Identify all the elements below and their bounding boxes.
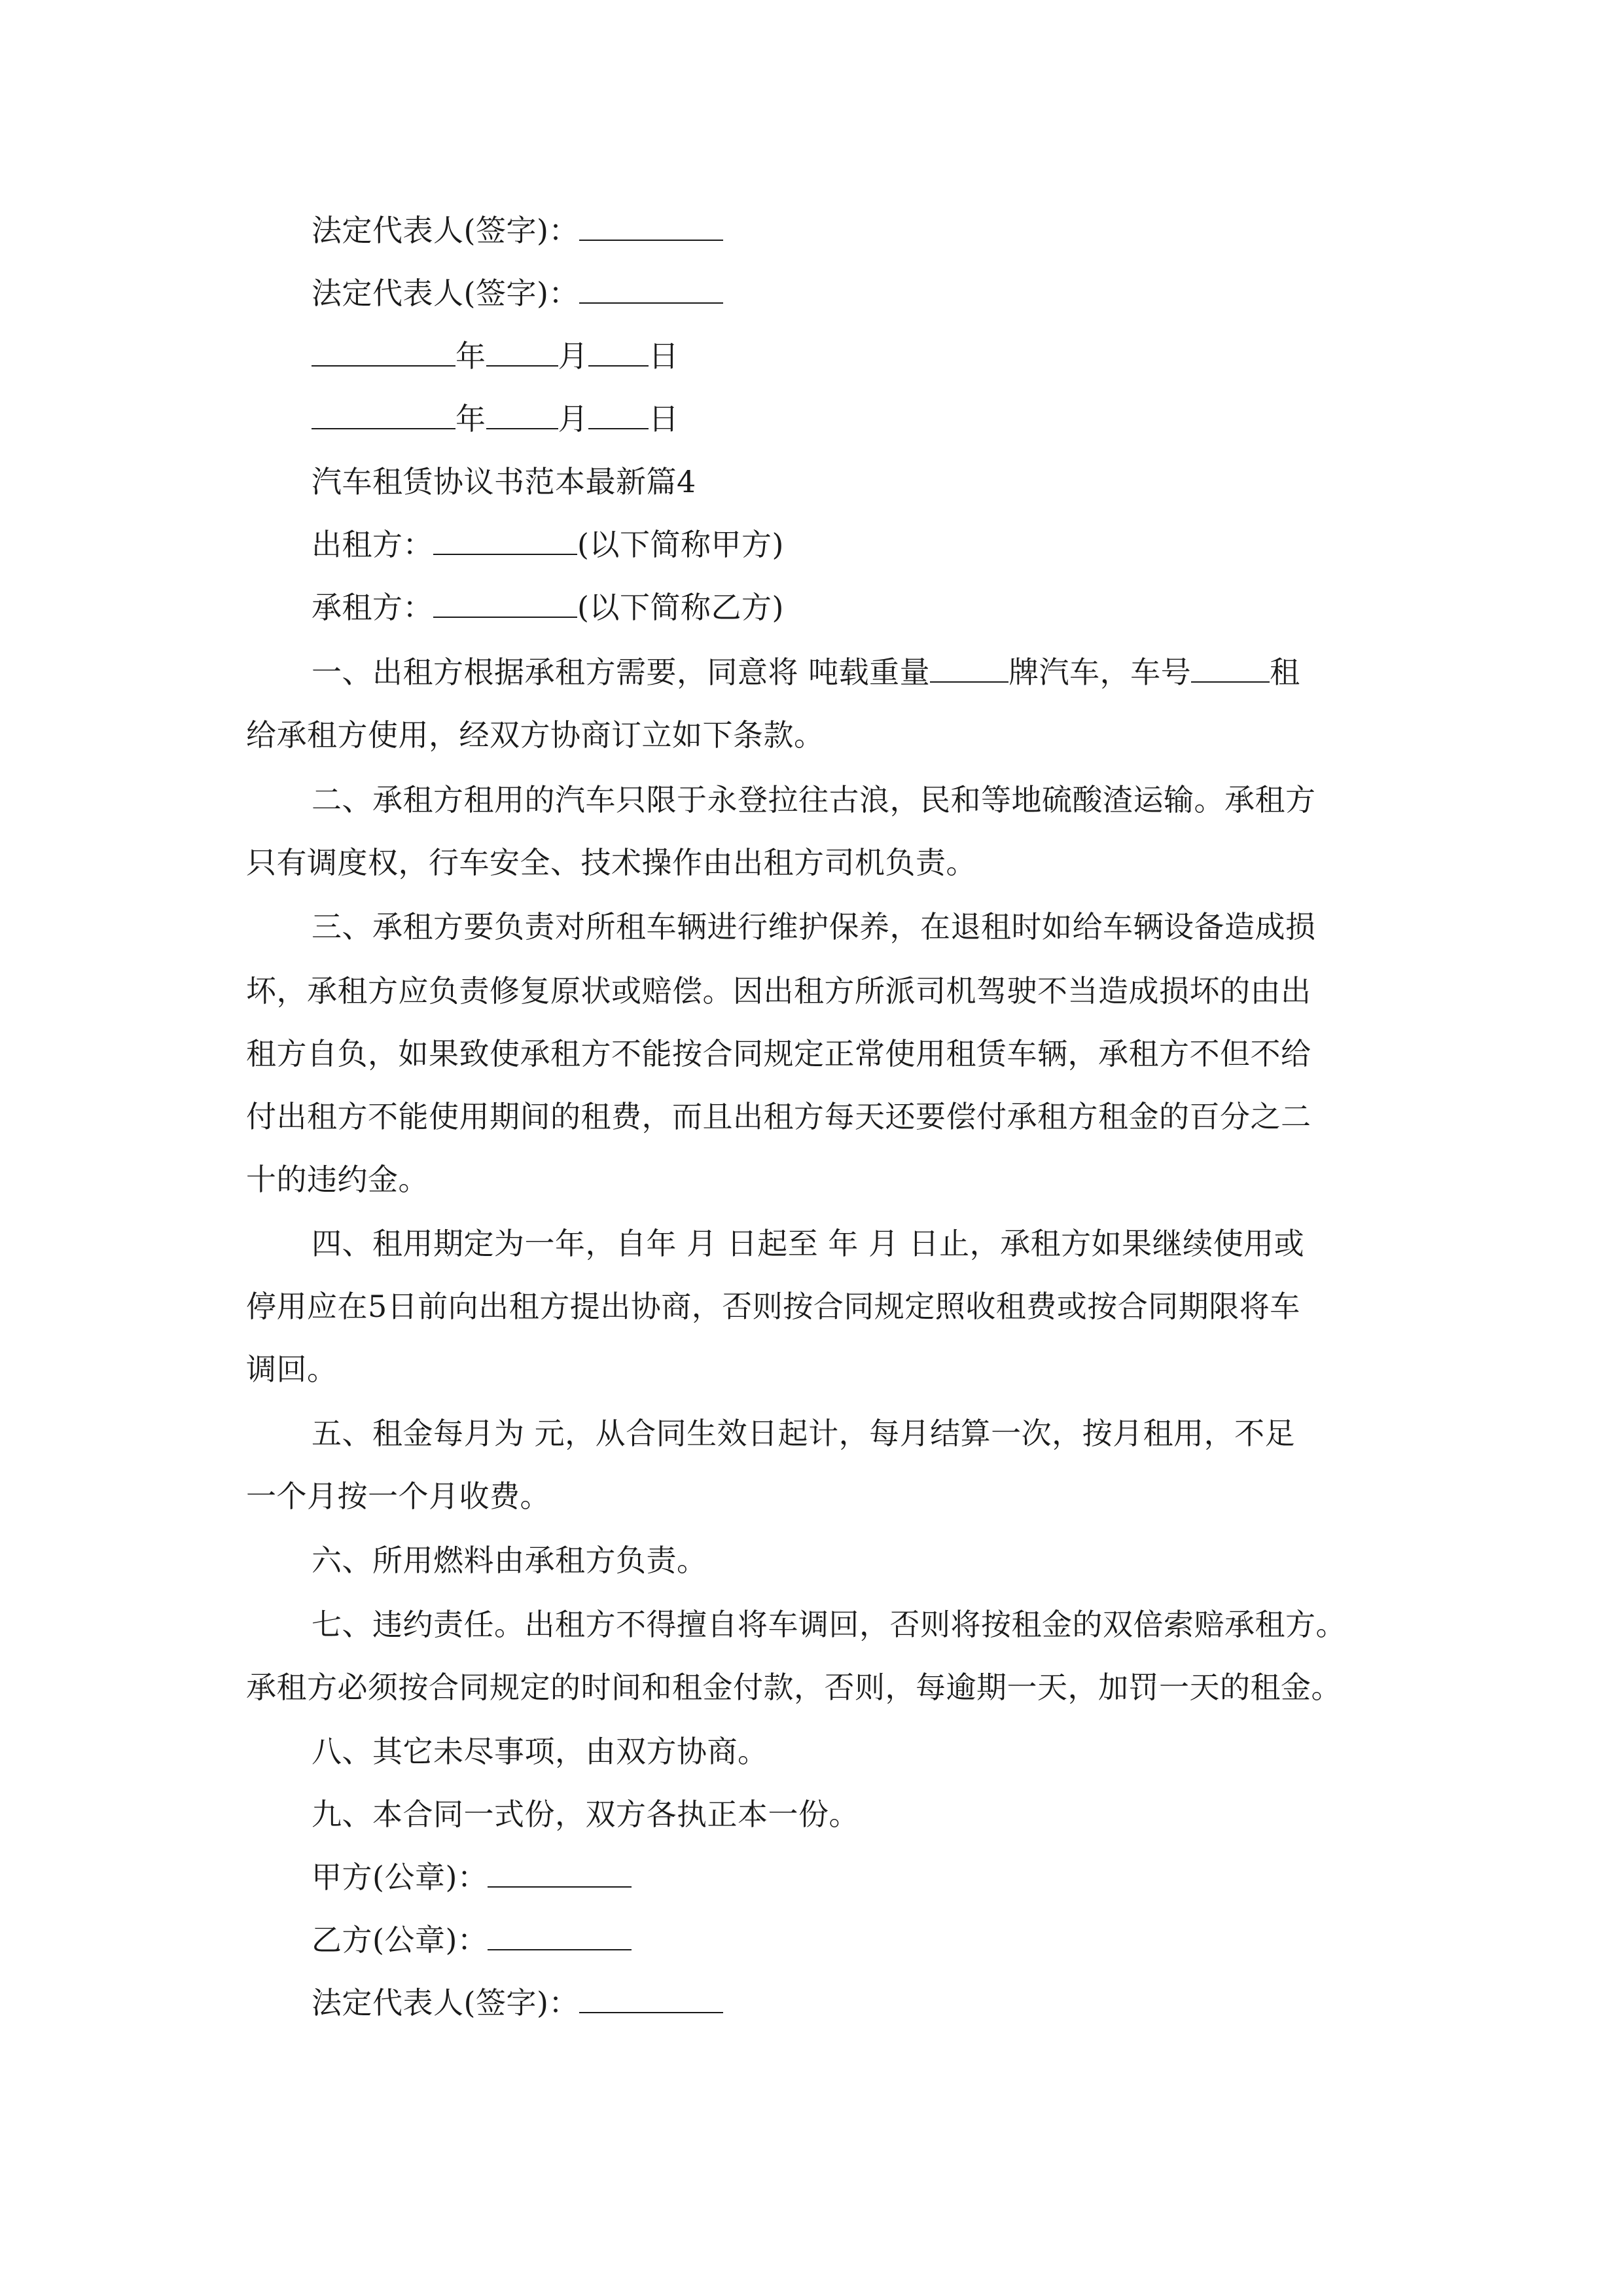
clause-3-line-3: 租方自负，如果致使承租方不能按合同规定正常使用租赁车辆，承租方不但不给 xyxy=(246,1036,1311,1071)
clause-1-text-a: 一、出租方根据承租方需要，同意将 吨载重量 xyxy=(312,655,931,690)
clause-3-line-5: 十的违约金。 xyxy=(246,1162,429,1197)
section-title: 汽车租赁协议书范本最新篇4 xyxy=(312,464,696,499)
clause-7-line-2: 承租方必须按合同规定的时间和租金付款，否则，每逾期一天，加罚一天的租金。 xyxy=(246,1670,1342,1705)
legal-rep-signature-line-2 xyxy=(312,274,723,313)
lessor-label: 出租方： xyxy=(312,527,433,562)
lessee-label: 承租方： xyxy=(312,590,433,625)
day-blank xyxy=(588,336,649,367)
day-blank xyxy=(588,399,649,429)
clause-5-line-1: 五、租金每月为 元，从合同生效日起计，每月结算一次，按月租用，不足 xyxy=(312,1416,1296,1451)
month-label: 月 xyxy=(558,401,588,437)
signature-blank xyxy=(579,1983,723,2013)
legal-rep-label: 法定代表人(签字)： xyxy=(312,276,579,311)
year-label: 年 xyxy=(455,338,486,374)
clause-8: 八、其它未尽事项，由双方协商。 xyxy=(312,1734,768,1769)
clause-3-line-1: 三、承租方要负责对所租车辆进行维护保养，在退租时如给车辆设备造成损 xyxy=(312,909,1316,944)
month-blank xyxy=(486,336,558,367)
clause-1-line-2: 给承租方使用，经双方协商订立如下条款。 xyxy=(246,717,825,753)
legal-rep-label: 法定代表人(签字)： xyxy=(312,1985,579,2020)
plate-number-blank xyxy=(1191,653,1270,683)
lessor-note: (以下简称甲方) xyxy=(577,527,784,562)
clause-4-line-3: 调回。 xyxy=(246,1352,338,1387)
day-label: 日 xyxy=(649,401,679,437)
lessee-blank xyxy=(433,588,577,618)
clause-3-line-4: 付出租方不能使用期间的租费，而且出租方每天还要偿付承租方租金的百分之二 xyxy=(246,1099,1311,1134)
clause-2-line-1: 二、承租方租用的汽车只限于永登拉往古浪，民和等地硫酸渣运输。承租方 xyxy=(312,782,1316,817)
lessee-line xyxy=(312,588,784,627)
signature-blank xyxy=(579,211,723,241)
party-b-seal-blank xyxy=(488,1920,632,1950)
lessor-line xyxy=(312,525,784,564)
date-line-1 xyxy=(312,336,679,376)
clause-4-line-1: 四、租用期定为一年，自年 月 日起至 年 月 日止，承租方如果继续使用或 xyxy=(312,1226,1305,1261)
month-label: 月 xyxy=(558,338,588,374)
year-blank xyxy=(312,399,455,429)
clause-1-line-1 xyxy=(312,653,1300,692)
clause-9: 九、本合同一式份，双方各执正本一份。 xyxy=(312,1797,859,1832)
clause-7-line-1: 七、违约责任。出租方不得擅自将车调回，否则将按租金的双倍索赔承租方。 xyxy=(312,1607,1346,1642)
party-a-seal-line xyxy=(312,1857,632,1897)
party-b-seal-label: 乙方(公章)： xyxy=(312,1922,488,1958)
clause-5-line-2: 一个月按一个月收费。 xyxy=(246,1479,550,1514)
lessor-blank xyxy=(433,525,577,555)
clause-1-text-c: 租 xyxy=(1270,655,1300,690)
date-line-2 xyxy=(312,399,679,439)
clause-2-line-2: 只有调度权，行车安全、技术操作由出租方司机负责。 xyxy=(246,845,976,880)
month-blank xyxy=(486,399,558,429)
signature-blank xyxy=(579,274,723,304)
party-a-seal-label: 甲方(公章)： xyxy=(312,1859,488,1895)
legal-rep-label: 法定代表人(签字)： xyxy=(312,213,579,248)
legal-rep-signature-line-3 xyxy=(312,1983,723,2022)
party-b-seal-line xyxy=(312,1920,632,1960)
day-label: 日 xyxy=(649,338,679,374)
party-a-seal-blank xyxy=(488,1857,632,1888)
tonnage-blank xyxy=(930,653,1008,683)
clause-6: 六、所用燃料由承租方负责。 xyxy=(312,1543,707,1578)
legal-rep-signature-line-1 xyxy=(312,211,723,250)
year-label: 年 xyxy=(455,401,486,437)
clause-1-text-b: 牌汽车，车号 xyxy=(1008,655,1192,690)
year-blank xyxy=(312,336,455,367)
clause-4-line-2: 停用应在5日前向出租方提出协商，否则按合同规定照收租费或按合同期限将车 xyxy=(246,1289,1300,1324)
lessee-note: (以下简称乙方) xyxy=(577,590,784,625)
clause-3-line-2: 坏，承租方应负责修复原状或赔偿。因出租方所派司机驾驶不当造成损坏的由出 xyxy=(246,973,1311,1009)
